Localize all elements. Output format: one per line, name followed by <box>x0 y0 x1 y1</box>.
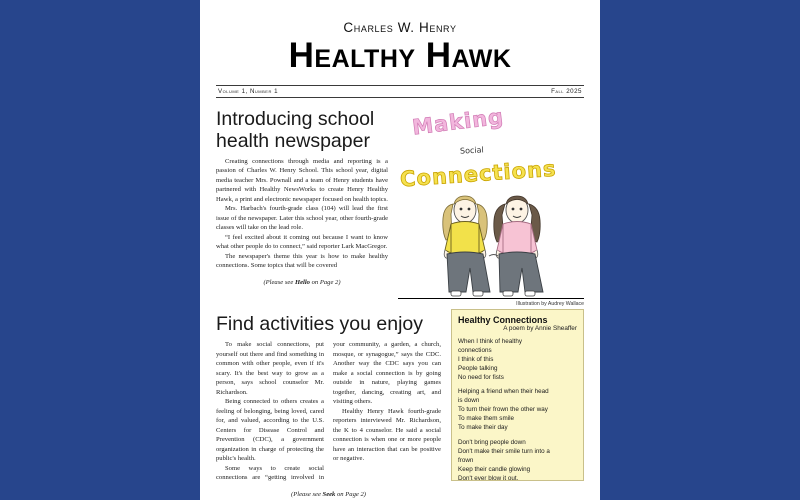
girl-left-figure <box>443 196 490 296</box>
girl-right-figure <box>494 196 543 296</box>
poem-line: I think of this <box>458 355 494 363</box>
illustration-figure <box>398 98 584 307</box>
poem-line: Don't make their smile turn into a <box>458 448 550 456</box>
masthead <box>216 20 584 98</box>
article2-body <box>216 340 441 482</box>
article1-headline: Introducing school health newspaper <box>216 107 375 153</box>
article1-body <box>216 157 388 271</box>
poem-line: To make their day <box>458 424 508 432</box>
poem-line: Don't bring people down <box>458 439 526 447</box>
poem-line: Don't ever blow it out. <box>458 474 519 482</box>
article-find-activities-you-enjoy <box>216 309 441 498</box>
lettering-social: Social <box>459 145 484 156</box>
jump-suffix: on Page 2) <box>309 278 341 286</box>
poem-sidebar <box>451 309 584 498</box>
poem-line: Helping a friend when their head <box>458 388 549 396</box>
article1-paragraph: “I feel excited about it coming out because I want to know what other people do to connect,” said reporter Lark MacGregor. <box>216 233 388 251</box>
illustration-credit: Illustration by Audrey Wallace <box>398 298 584 307</box>
article-introducing-school-health-newspaper <box>216 98 388 307</box>
article2-paragraph: Being connected to others creates a feeling of belonging, being loved, cared for, and valued, according to the U.S. Centers for Disease Control and Prevention (CDC), a government organization in charge of protecting the public's health. <box>216 398 324 463</box>
newspaper-page <box>200 0 600 500</box>
two-girls-drawing <box>398 190 584 300</box>
article1-paragraph: Mrs. Harbach's fourth-grade class (104) will lead the first issue of the newspaper. Later this school year, other fourth-grade classes will take on the lead role. <box>216 205 388 232</box>
poem-stanza-3 <box>458 439 577 484</box>
poem-title: Healthy Connections <box>458 314 548 325</box>
lettering-connections: Connections <box>399 156 558 192</box>
volume-number: Volume 1, Number 1 <box>218 87 279 95</box>
article2-headline: Find activities you enjoy <box>216 312 424 335</box>
poem-line: When I think of healthy <box>458 337 523 345</box>
poem-box <box>451 309 584 481</box>
poem-line: is down <box>458 397 480 405</box>
article2-jump-line <box>216 491 441 498</box>
top-section <box>216 98 584 307</box>
poem-line: connections <box>458 346 492 354</box>
poem-stanza-1 <box>458 338 577 383</box>
article2-paragraph: Healthy Henry Hawk fourth-grade reporters interviewed Mr. Richardson, the K to 4 counselor. He said a social connection is when one or more people have an interaction that can be positive or negative. <box>333 407 441 463</box>
poem-line: No need for fists <box>458 373 504 381</box>
illustration-canvas <box>398 104 584 296</box>
bottom-section <box>216 309 584 498</box>
article1-paragraph: Creating connections through media and reporting is a passion of Charles W. Henry School. This school year, digital media teacher Mrs. Pownall and a team of Henry students have partnered with Healthy NewsWorks to create Henry Healthy Hawk, a print and electronic newspaper focused on health topics. <box>216 157 388 203</box>
newspaper-title: Healthy Hawk <box>288 36 512 75</box>
folio-bar <box>216 85 584 98</box>
poem-stanza-2 <box>458 388 577 433</box>
poem-byline: A poem by Annie Sheaffer <box>503 324 577 332</box>
jump-prefix: (Please see <box>263 278 295 286</box>
article1-jump-line <box>216 279 388 286</box>
poem-line: frown <box>458 457 474 464</box>
poem-line: People talking <box>458 364 498 372</box>
poem-line: To make them smile <box>458 415 514 423</box>
article1-paragraph: The newspaper's theme this year is how to make healthy connections. Some topics that will be covered <box>216 252 388 270</box>
poem-line: To turn their frown the other way <box>458 406 548 414</box>
school-name: Charles W. Henry <box>343 20 457 35</box>
article2-paragraph: Some ways to create social connections are “getting involved in your community, a garden, a church, mosque, or synagogue,” says the CDC. Another way the CDC says you can make a social connection is by going outside in nature, playing games together, dancing, creating art, and visiting others. <box>216 341 441 482</box>
jump-suffix: on Page 2) <box>335 490 366 498</box>
jump-keyword: Seek <box>322 490 336 498</box>
lettering-making: Making <box>410 104 506 140</box>
article2-paragraph: To make social connections, put yourself out there and find something in common with other people, even if it's scary. It's the best way to grow as a person, says school counselor Mr. Richardson. <box>216 341 324 396</box>
issue-date: Fall 2025 <box>551 87 582 95</box>
poem-line: Keep their candle glowing <box>458 465 531 473</box>
jump-keyword: Hello <box>294 278 310 286</box>
jump-prefix: (Please see <box>291 490 323 498</box>
